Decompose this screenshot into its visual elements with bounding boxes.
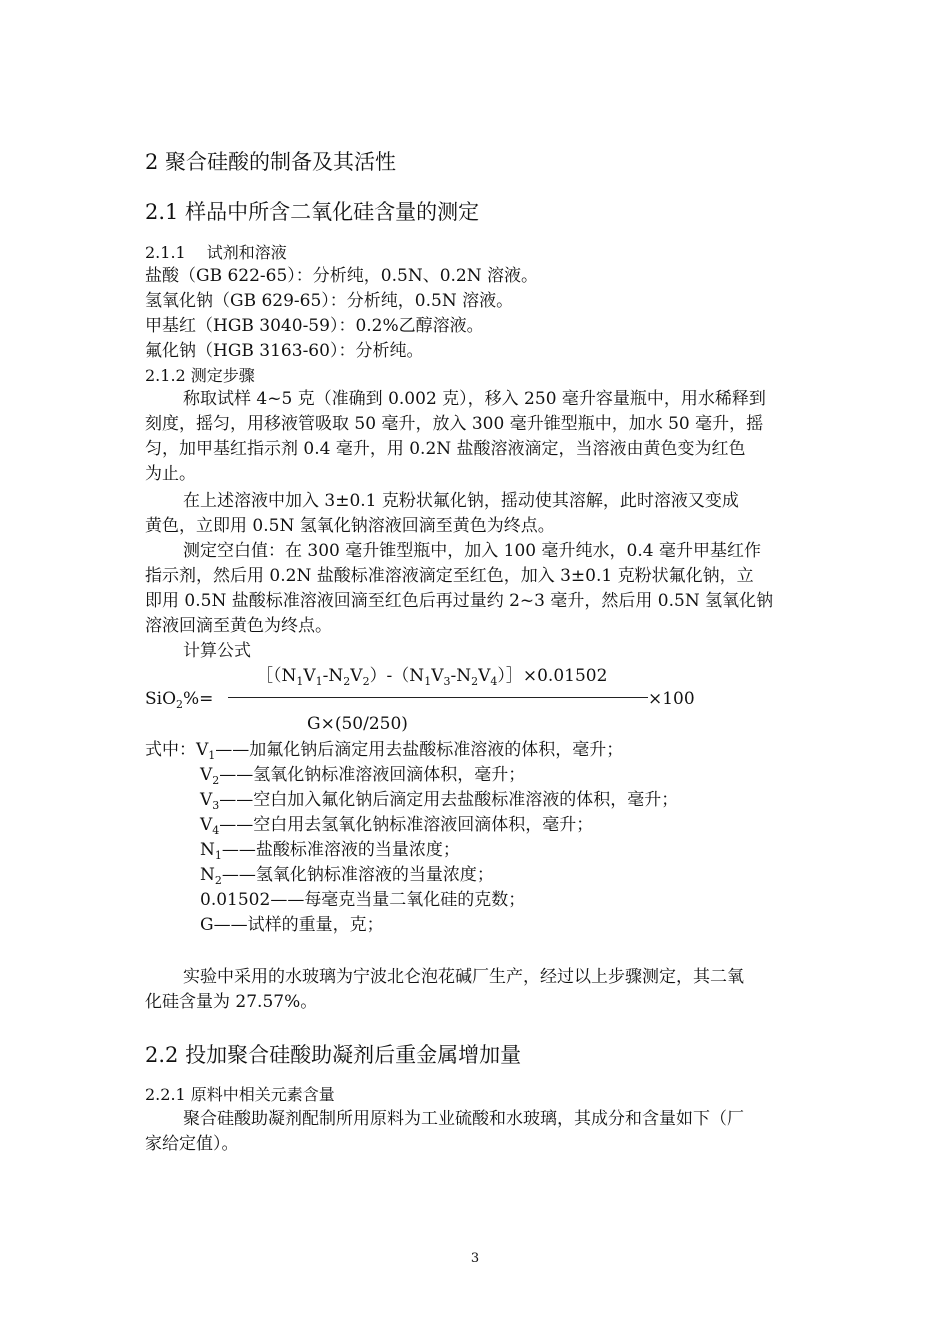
section-heading-2-2: 2.2 投加聚合硅酸助凝剂后重金属增加量 [145, 1043, 522, 1067]
definition-line: G——试样的重量，克； [200, 915, 384, 935]
section-heading-2-1: 2.1 样品中所含二氧化硅含量的测定 [145, 200, 480, 224]
definition-line: $V_3——$空白加入氟化钠后滴定用去盐酸标准溶液的体积，毫升； [200, 790, 679, 812]
paragraph-line: 家给定值）。 [145, 1134, 239, 1154]
paragraph-line: 匀，加甲基红指示剂 0.4 毫升，用 0.2N 盐酸溶液滴定，当溶液由黄色变为红色 [145, 439, 746, 459]
reagent-line: 氢氧化钠（GB 629-65）：分析纯，0.5N 溶液。 [145, 291, 514, 311]
subsection-heading-2-1-1: 2.1.1 试剂和溶液 [145, 243, 287, 262]
paragraph-line: 实验中采用的水玻璃为宁波北仑泡花碱厂生产，经过以上步骤测定，其二氧 [183, 967, 744, 987]
paragraph-line: 化硅含量为 27.57%。 [145, 992, 318, 1012]
paragraph-line: 称取试样 4~5 克（准确到 0.002 克），移入 250 毫升容量瓶中，用水稀释到 [183, 389, 766, 409]
paragraph-line: 即用 0.5N 盐酸标准溶液回滴至红色后再过量约 2~3 毫升，然后用 0.5N 氢氧化钠 [145, 591, 774, 611]
paragraph-line: 在上述溶液中加入 3±0.1 克粉状氟化钠，摇动使其溶解，此时溶液又变成 [183, 491, 739, 511]
definition-line: 式中：$V_1——$加氟化钠后滴定用去盐酸标准溶液的体积，毫升； [145, 740, 624, 762]
definition-line: 0.01502——每毫克当量二氧化硅的克数； [200, 890, 526, 910]
formula-multiplier: ×100 [648, 689, 695, 709]
paragraph-line: 测定空白值：在 300 毫升锥型瓶中，加入 100 毫升纯水，0.4 毫升甲基红作 [183, 541, 761, 561]
paragraph-line: 为止。 [145, 464, 196, 484]
reagent-line: 氟化钠（HGB 3163-60）：分析纯。 [145, 341, 424, 361]
formula-intro: 计算公式 [183, 641, 251, 661]
subsection-heading-2-2-1: 2.2.1 原料中相关元素含量 [145, 1085, 335, 1104]
subsection-heading-2-1-2: 2.1.2 测定步骤 [145, 366, 255, 385]
paragraph-line: 指示剂，然后用 0.2N 盐酸标准溶液滴定至红色，加入 3±0.1 克粉状氟化钠，立 [145, 566, 754, 586]
section-heading-2: 2 聚合硅酸的制备及其活性 [145, 150, 397, 174]
page-number: 3 [470, 1251, 480, 1266]
fraction-bar [228, 697, 648, 698]
paragraph-line: 溶液回滴至黄色为终点。 [145, 616, 332, 636]
paragraph-line: 黄色，立即用 0.5N 氢氧化钠溶液回滴至黄色为终点。 [145, 516, 555, 536]
paragraph-line: 刻度，摇匀，用移液管吸取 50 毫升，放入 300 毫升锥型瓶中，加水 50 毫升，摇 [145, 414, 764, 434]
definition-line: $V_4——$空白用去氢氧化钠标准溶液回滴体积，毫升； [200, 815, 594, 837]
formula-denominator: G×(50/250) [307, 714, 408, 734]
reagent-line: 盐酸（GB 622-65）：分析纯，0.5N、0.2N 溶液。 [145, 266, 539, 286]
paragraph-line: 聚合硅酸助凝剂配制所用原料为工业硫酸和水玻璃，其成分和含量如下（厂 [183, 1109, 744, 1129]
formula-numerator: $[(N_1V_1-N_2V_2)-(N_1V_3-N_2V_4)]\times 0.01502$ [256, 666, 608, 688]
definition-line: $N_1——$盐酸标准溶液的当量浓度； [200, 840, 460, 862]
definition-line: $N_2——$氢氧化钠标准溶液的当量浓度； [200, 865, 494, 887]
formula-lhs: SiO$_2$%= [145, 689, 214, 711]
definition-line: $V_2——$氢氧化钠标准溶液回滴体积，毫升； [200, 765, 526, 787]
reagent-line: 甲基红（HGB 3040-59）：0.2%乙醇溶液。 [145, 316, 484, 336]
